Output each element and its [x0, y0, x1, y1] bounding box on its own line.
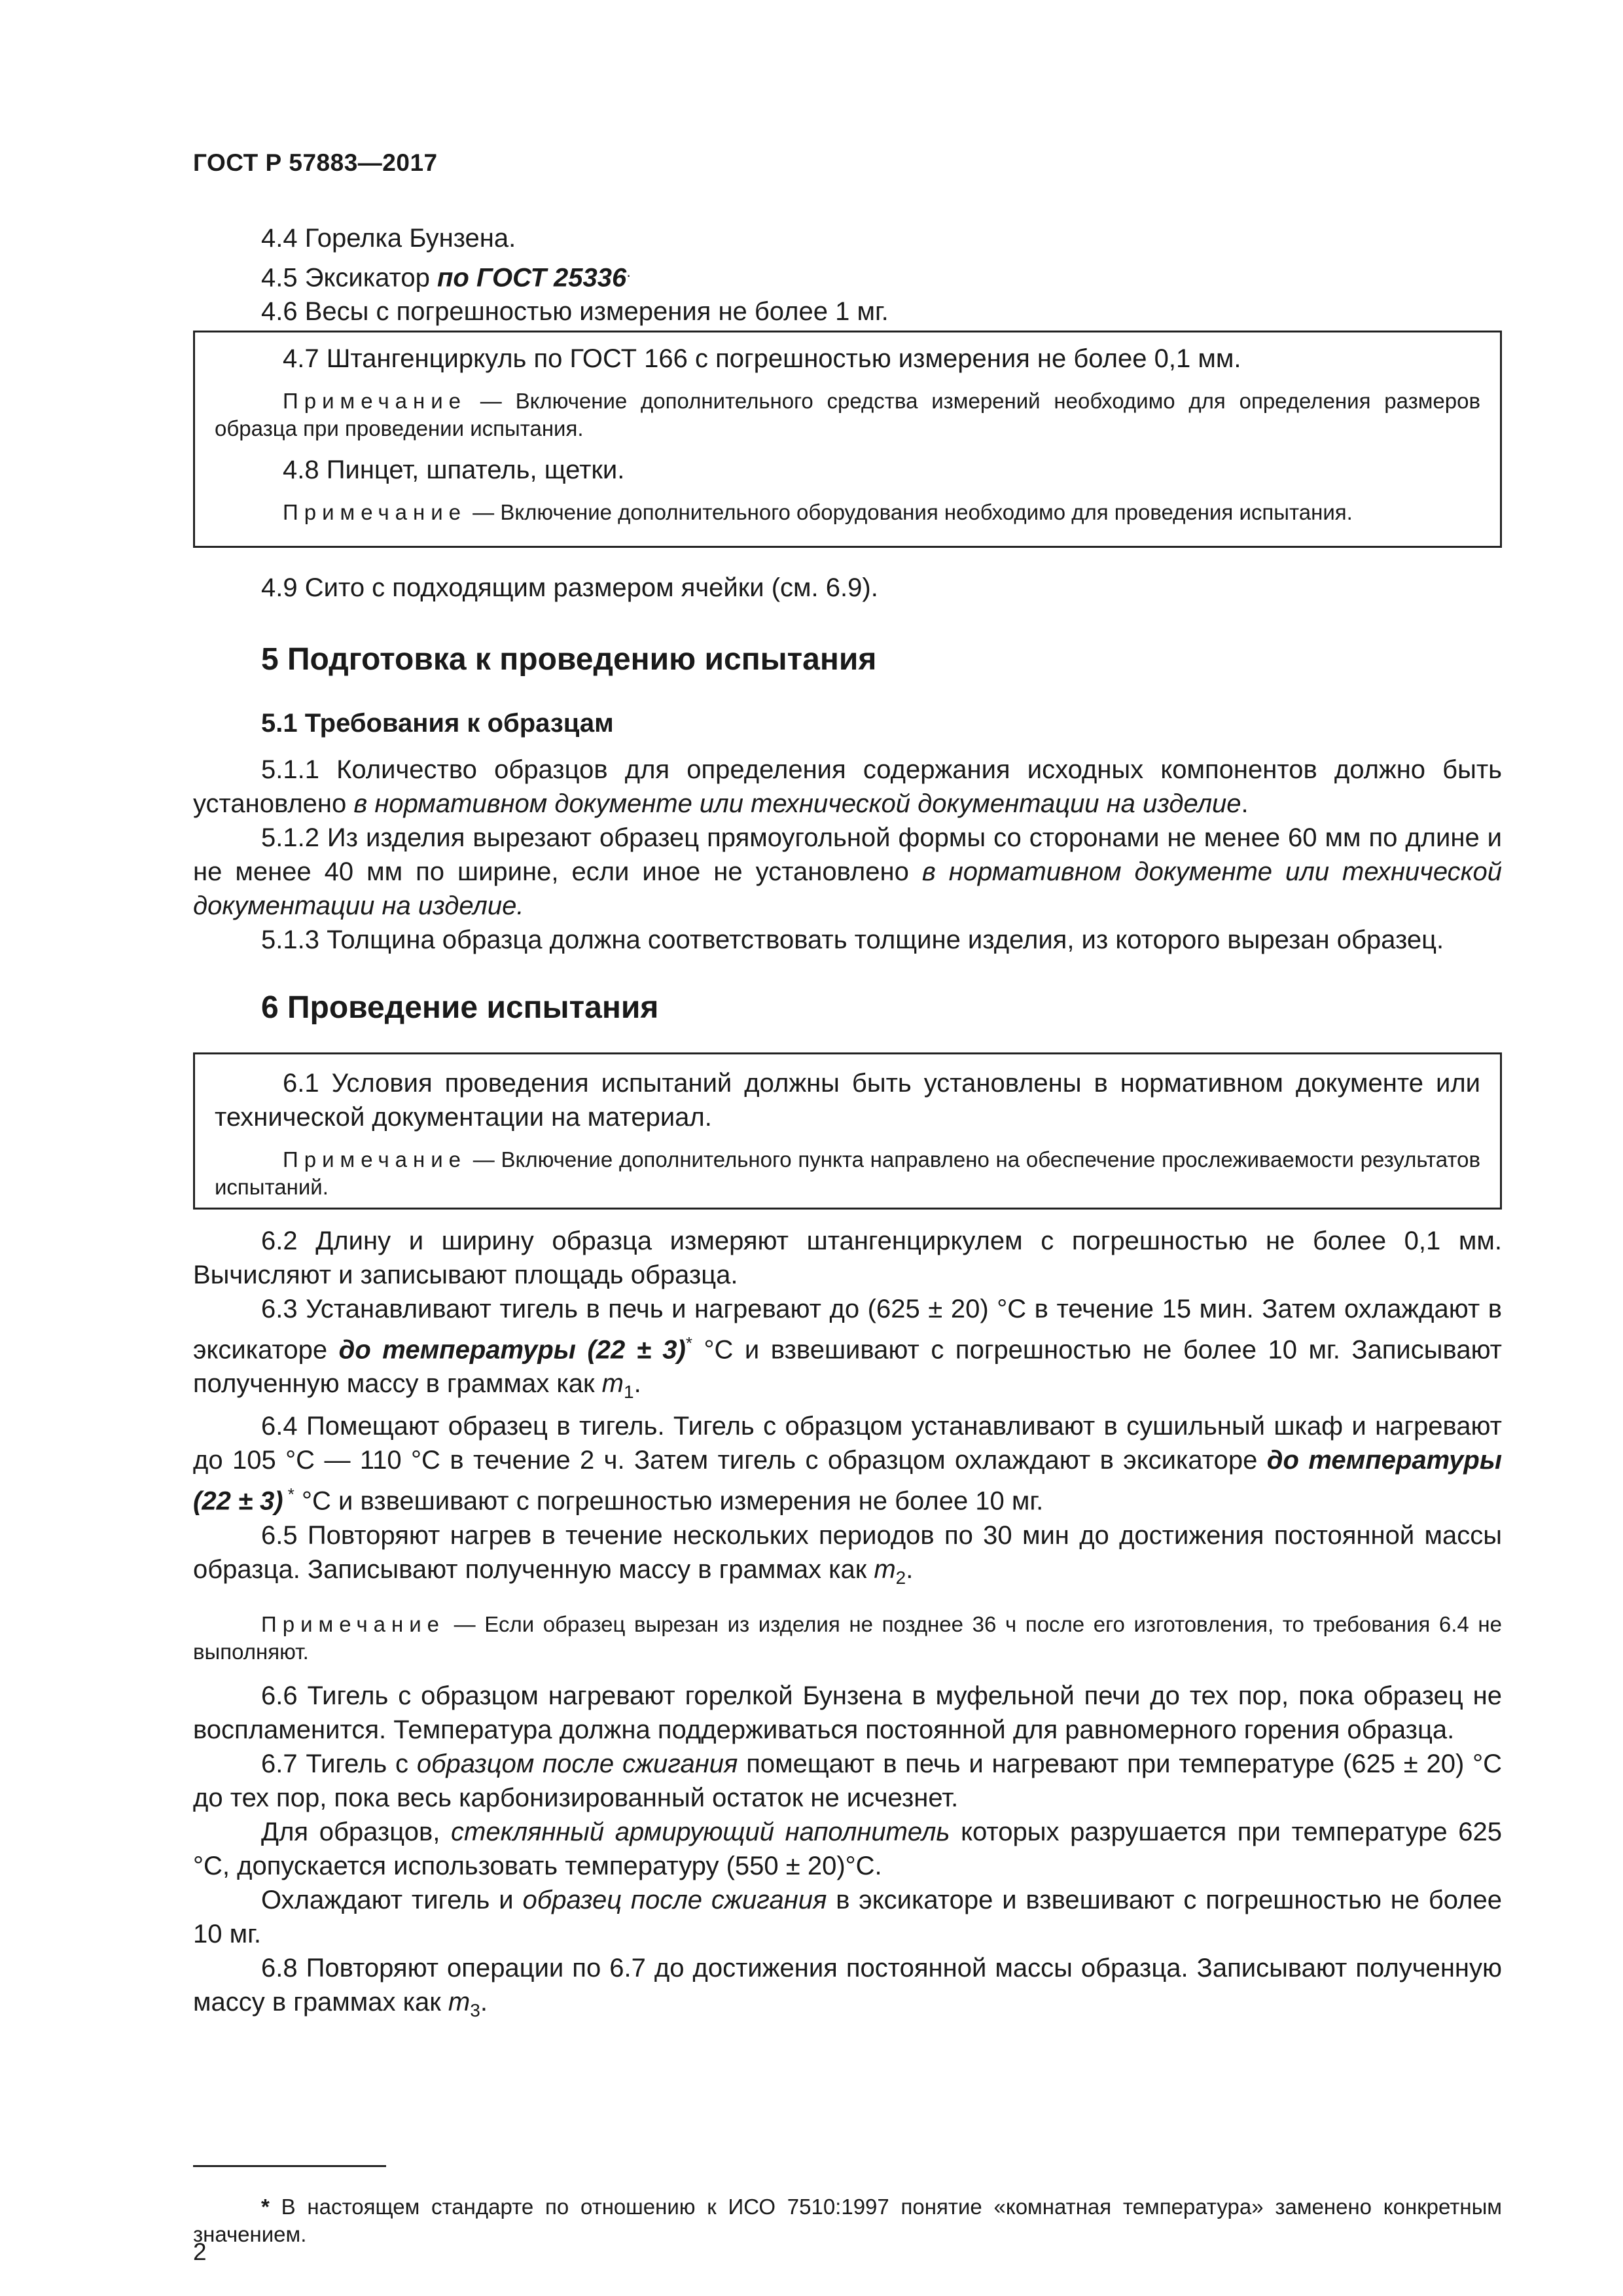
paragraph-4-4: 4.4 Горелка Бунзена. — [261, 224, 516, 253]
paragraph-5-1-1: 5.1.1 Количество образцов для определения содержания исходных компонентов должно быть установлено в нормативном документе или технической документации на изделие. — [193, 755, 1502, 818]
footnote: * В настоящем стандарте по отношению к ИСО 7510:1997 понятие «комнатная температура» заменено конкретным значением. — [193, 2195, 1502, 2246]
section-5-body — [193, 753, 1502, 957]
paragraph-6-1: 6.1 Условия проведения испытаний должны быть установлены в нормативном документе или технической документации на материал. — [215, 1069, 1480, 1132]
section-6-body — [193, 1224, 1502, 2028]
page-number: 2 — [193, 2238, 207, 2265]
subsection-5-1-title: 5.1 Требования к образцам — [261, 709, 614, 738]
paragraph-6-4: 6.4 Помещают образец в тигель. Тигель с образцом устанавливают в сушильный шкаф и нагревают до 105 °С — 110 °С в течение 2 ч. Затем тигель с образцом охлаждают в эксикаторе до температуры (22 ± 3) * °С и взвешивают с погрешностью измерения не более 10 мг. — [193, 1412, 1502, 1516]
paragraph-4-5: 4.5 Эксикатор по ГОСТ 25336. — [261, 263, 631, 293]
note-1: Примечание — Включение дополнительного средства измерений необходимо для определения размеров образца при проведении испытания. — [215, 389, 1480, 440]
note-3: Примечание — Если образец вырезан из изделия не позднее 36 ч после его изготовления, то требования 6.4 не выполняют. — [193, 1611, 1502, 1664]
document-header: ГОСТ Р 57883—2017 — [193, 149, 438, 176]
paragraph-6-8: 6.8 Повторяют операции по 6.7 до достижения постоянной массы образца. Записывают полученную массу в граммах как $m_3$. — [193, 1953, 1502, 2020]
paragraph-6-7-cool: Охлаждают тигель и образец после сжигания в эксикаторе и взвешивают с погрешностью не более 10 мг. — [193, 1885, 1503, 1948]
section-5-title: 5 Подготовка к проведению испытания — [261, 642, 877, 677]
paragraph-4-9: 4.9 Сито с подходящим размером ячейки (см. 6.9). — [261, 573, 878, 602]
paragraph-6-7-glass: Для образцов, стеклянный армирующий наполнитель которых разрушается при температуре 625 °С, допускается использовать температуру (550 ± 20)°С. — [193, 1817, 1502, 1880]
footnote-divider — [193, 2165, 386, 2167]
note-box-2: Примечание — Включение дополнительного пункта направлено на обеспечение прослеживаемости результатов испытаний. — [215, 1147, 1480, 1199]
paragraph-5-1-2: 5.1.2 Из изделия вырезают образец прямоугольной формы со сторонами не менее 60 мм по длине и не менее 40 мм по ширине, если иное не установлено в нормативном документе или технической документации на изделие. — [193, 823, 1502, 920]
paragraph-4-7: 4.7 Штангенциркуль по ГОСТ 166 с погрешностью измерения не более 0,1 мм. — [283, 344, 1241, 373]
standard-reference-link: по ГОСТ 25336 — [437, 263, 627, 293]
section-4-list — [193, 221, 1502, 329]
paragraph-6-6: 6.6 Тигель с образцом нагревают горелкой Бунзена в муфельной печи до тех пор, пока образец не воспламенится. Температура должна поддерживаться постоянной для равномерного горения образца. — [193, 1681, 1502, 1744]
paragraph-5-1-3: 5.1.3 Толщина образца должна соответствовать толщине изделия, из которого вырезан образец. — [261, 925, 1444, 954]
boxed-insertion-1 — [193, 331, 1502, 548]
section-6-title: 6 Проведение испытания — [261, 990, 659, 1025]
paragraph-6-5: 6.5 Повторяют нагрев в течение нескольких периодов по 30 мин до достижения постоянной массы образца. Записывают полученную массу в граммах как $m_2$. — [193, 1520, 1502, 1588]
paragraph-4-8: 4.8 Пинцет, шпатель, щетки. — [283, 456, 625, 484]
paragraph-6-2: 6.2 Длину и ширину образца измеряют штангенциркулем с погрешностью не более 0,1 мм. Вычисляют и записывают площадь образца. — [193, 1227, 1502, 1289]
paragraph-6-7: 6.7 Тигель с образцом после сжигания помещают в печь и нагревают при температуре (625 ± 20) °С до тех пор, пока весь карбонизированный остаток не исчезнет. — [193, 1749, 1503, 1812]
paragraph-6-3: 6.3 Устанавливают тигель в печь и нагревают до (625 ± 20) °С в течение 15 мин. Затем охлаждают в эксикаторе до температуры (22 ± 3)* °С и взвешивают с погрешностью не более 10 мг. Записывают полученную массу в граммах как $m_1$. — [193, 1295, 1503, 1403]
note-2: Примечание — Включение дополнительного оборудования необходимо для проведения испытания. — [283, 500, 1353, 524]
boxed-insertion-2 — [193, 1052, 1502, 1210]
paragraph-4-6: 4.6 Весы с погрешностью измерения не более 1 мг. — [261, 297, 889, 327]
